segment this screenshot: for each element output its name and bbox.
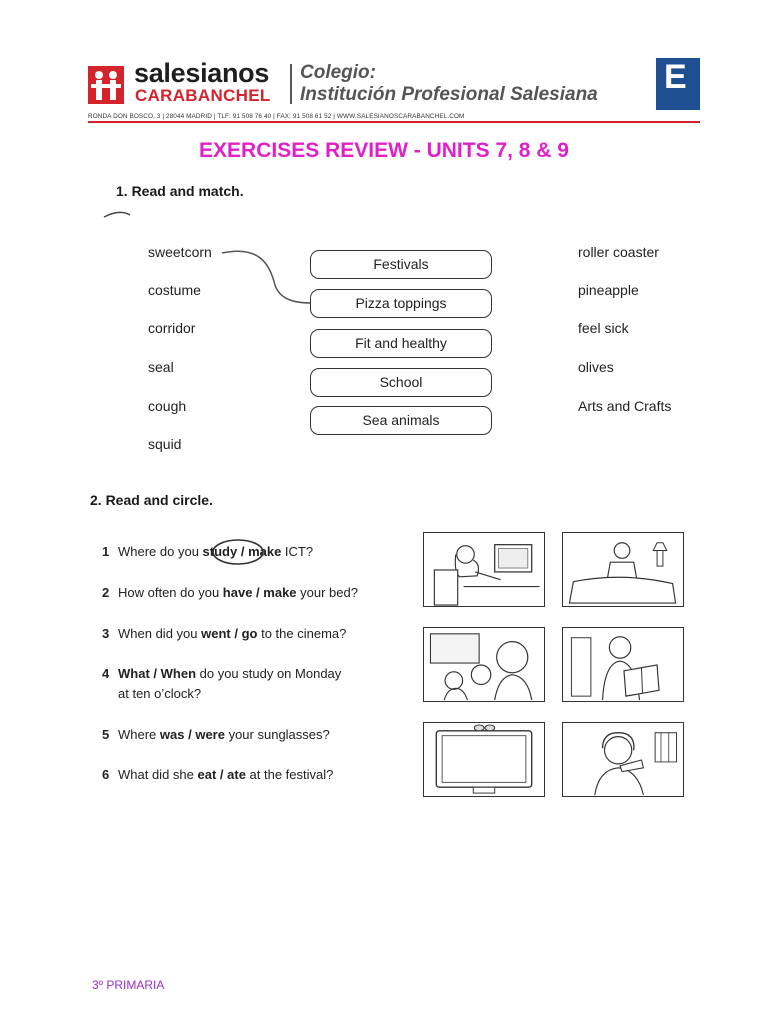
match-left-word: corridor	[148, 320, 196, 336]
girl-at-computer-picture	[423, 532, 545, 607]
decorative-arc-icon	[100, 205, 140, 219]
exercise1-heading: 1. Read and match.	[116, 183, 244, 199]
question-number: 3	[102, 626, 110, 641]
option[interactable]: went	[201, 626, 231, 641]
brand-name: salesianos	[134, 58, 270, 88]
badge-letter: E	[664, 58, 687, 96]
match-left-word: cough	[148, 398, 187, 414]
question-text: How often do you have / make your bed?	[118, 585, 358, 600]
college-name: Institución Profesional Salesiana	[300, 84, 598, 105]
question-text: What did she eat / ate at the festival?	[118, 767, 334, 782]
option[interactable]: eat	[197, 767, 217, 782]
option[interactable]: go	[241, 626, 258, 641]
header-rule	[88, 121, 700, 123]
question-number: 4	[102, 666, 110, 681]
match-right-word: feel sick	[578, 320, 629, 336]
match-left-word: costume	[148, 282, 201, 298]
page-title: EXERCISES REVIEW - UNITS 7, 8 & 9	[199, 139, 569, 162]
option[interactable]: make	[248, 544, 282, 559]
answer-circle-icon	[210, 537, 266, 567]
option[interactable]: What	[118, 666, 150, 681]
option[interactable]: ate	[227, 767, 246, 782]
match-right-word: olives	[578, 359, 614, 375]
option[interactable]: was	[159, 727, 185, 742]
salesianos-logo-icon	[88, 66, 124, 104]
example-match-line	[220, 245, 315, 310]
match-right-word: pineapple	[578, 282, 639, 298]
question-text-line2: at ten o’clock?	[118, 686, 202, 701]
college-label: Colegio:	[300, 62, 376, 83]
brand-subtitle: CARABANCHEL	[135, 86, 271, 105]
question-number: 2	[102, 585, 110, 600]
match-left-word: squid	[148, 436, 182, 452]
category-box: Sea animals	[310, 406, 492, 435]
match-right-word: roller coaster	[578, 244, 659, 260]
television-with-sunglasses-picture	[423, 722, 545, 797]
question-number: 5	[102, 727, 110, 742]
boy-reading-book-picture	[562, 627, 684, 702]
option[interactable]: make	[263, 585, 297, 600]
girl-eating-picture	[562, 722, 684, 797]
category-box: Festivals	[310, 250, 492, 279]
question-text: What / When do you study on Monday	[118, 666, 342, 681]
match-left-word: sweetcorn	[148, 244, 212, 260]
option-circled[interactable]: study	[202, 544, 238, 559]
exercise2-heading: 2. Read and circle.	[90, 492, 213, 508]
option[interactable]: were	[195, 727, 225, 742]
option[interactable]: have	[222, 585, 253, 600]
question-text: Where was / were your sunglasses?	[118, 727, 330, 742]
family-at-cinema-picture	[423, 627, 545, 702]
match-right-word: Arts and Crafts	[578, 398, 672, 414]
header-divider	[290, 64, 292, 104]
e-badge-icon	[656, 58, 700, 110]
option[interactable]: When	[160, 666, 197, 681]
footer-grade: 3º PRIMARIA	[92, 978, 165, 992]
question-text: When did you went / go to the cinema?	[118, 626, 347, 641]
contact-line: RONDA DON BOSCO, 3 | 28044 MADRID | TLF: 91 508 76 40 | FAX: 91 508 61 52 | WWW.SALESIANOSCARABANCHEL.COM	[88, 113, 465, 120]
question-number: 6	[102, 767, 110, 782]
match-left-word: seal	[148, 359, 174, 375]
boy-making-bed-picture	[562, 532, 684, 607]
category-box: School	[310, 368, 492, 397]
question-text: Where do you study / make ICT?	[118, 544, 314, 559]
category-box: Pizza toppings	[310, 289, 492, 318]
question-number: 1	[102, 544, 110, 559]
category-box: Fit and healthy	[310, 329, 492, 358]
